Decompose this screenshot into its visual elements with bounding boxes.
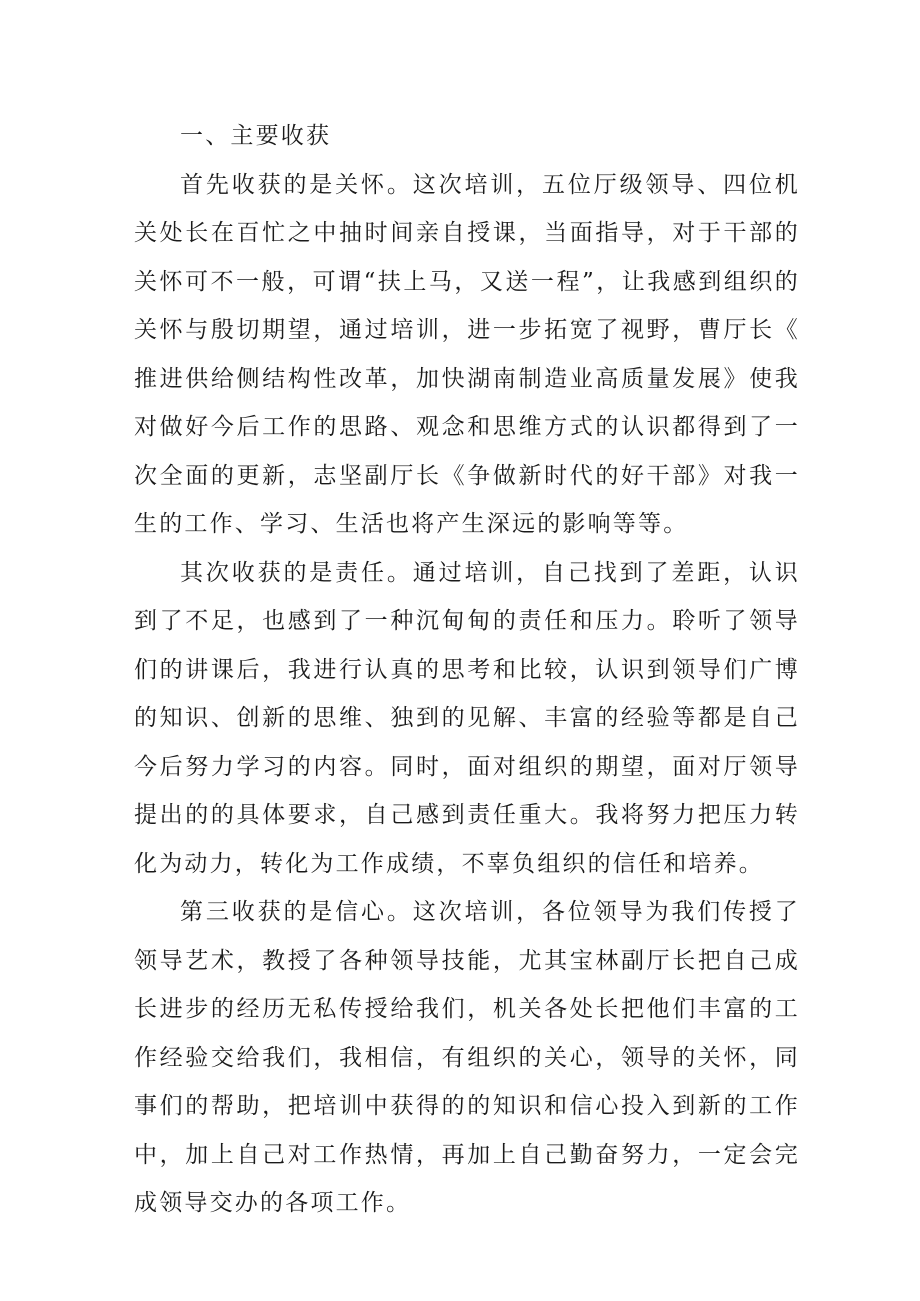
paragraph-confidence: 第三收获的是信心。这次培训，各位领导为我们传授了领导艺术，教授了各种领导技能，尤其宝林副厅长把自己成长进步的经历无私传授给我们，机关各处长把他们丰富的工作经验交给我们，我相信，有组织的关心，领导的关怀，同事们的帮助，把培训中获得的的知识和信心投入到新的工作中，加上自己对工作热情，再加上自己勤奋努力，一定会完成领导交办的各项工作。 xyxy=(134,899,800,1216)
paragraph-responsibility: 其次收获的是责任。通过培训，自己找到了差距，认识到了不足，也感到了一种沉甸甸的责任和压力。聆听了领导们的讲课后，我进行认真的思考和比较，认识到领导们广博的知识、创新的思维、独到的见解、丰富的经验等都是自己今后努力学习的内容。同时，面对组织的期望，面对厅领导提出的的具体要求，自己感到责任重大。我将努力把压力转化为动力，转化为工作成绩，不辜负组织的信任和培养。 xyxy=(134,559,800,877)
section-heading: 一、主要收获 xyxy=(180,123,332,149)
document-body xyxy=(134,112,800,1228)
paragraph-care: 首先收获的是关怀。这次培训，五位厅级领导、四位机关处长在百忙之中抽时间亲自授课，当面指导，对于干部的关怀可不一般，可谓“扶上马，又送一程”，让我感到组织的关怀与殷切期望，通过培训，进一步拓宽了视野，曹厅长《推进供给侧结构性改革，加快湖南制造业高质量发展》使我对做好今后工作的思路、观念和思维方式的认识都得到了一次全面的更新，志坚副厅长《争做新时代的好干部》对我一生的工作、学习、生活也将产生深远的影响等等。 xyxy=(134,171,800,537)
